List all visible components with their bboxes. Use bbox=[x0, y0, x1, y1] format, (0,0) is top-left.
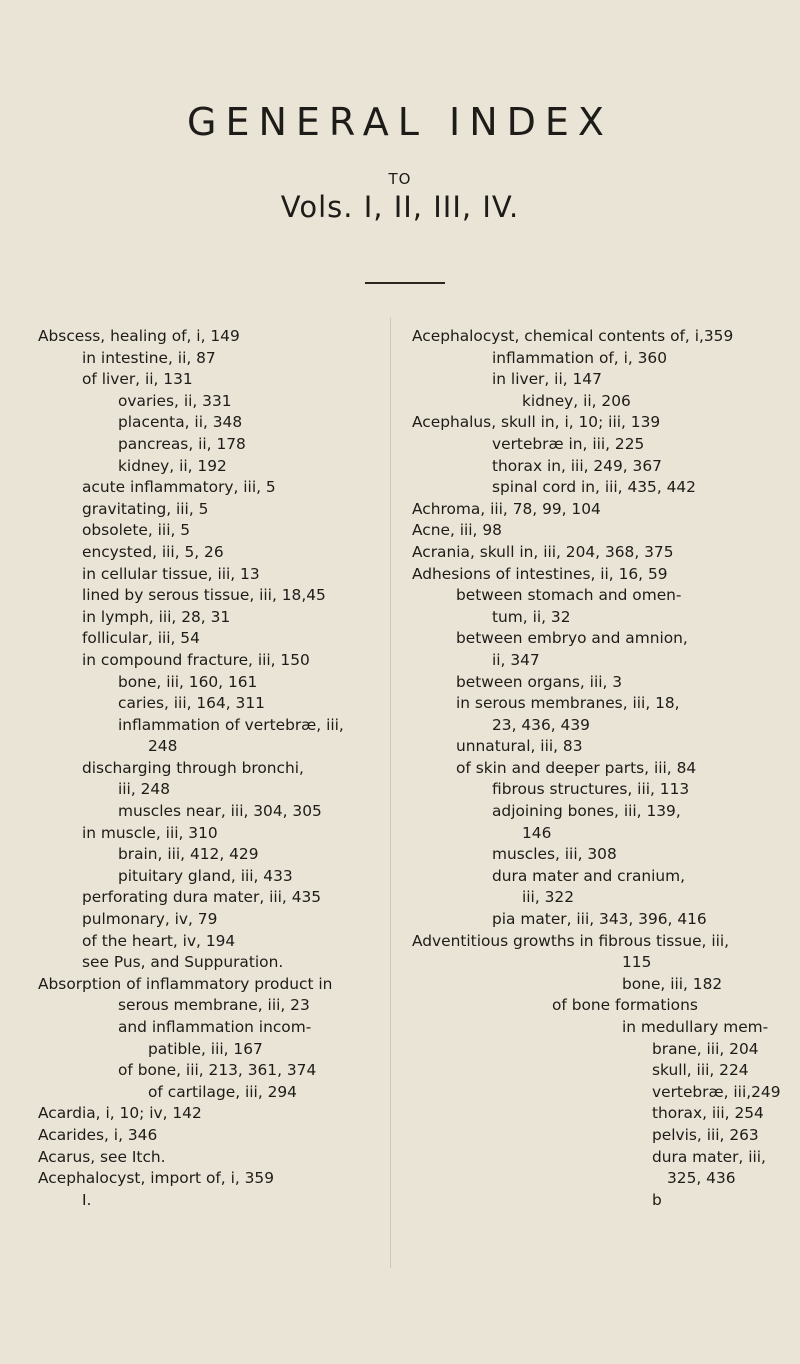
index-entry: 248 bbox=[148, 737, 178, 756]
index-entry: Acephalus, skull in, i, 10; iii, 139 bbox=[412, 413, 661, 432]
index-entry: Achroma, iii, 78, 99, 104 bbox=[412, 499, 601, 518]
index-entry: vertebræ, iii,249 bbox=[652, 1082, 781, 1101]
index-entry: Acephalocyst, import of, i, 359 bbox=[38, 1169, 275, 1188]
index-entry: of bone, iii, 213, 361, 374 bbox=[118, 1061, 317, 1080]
index-entry: Adventitious growths in fibrous tissue, iii, bbox=[412, 931, 730, 950]
volumes-heading: Vols. I, II, III, IV. bbox=[280, 190, 520, 224]
index-entry: Acrania, skull in, iii, 204, 368, 375 bbox=[412, 542, 674, 561]
index-entry: muscles near, iii, 304, 305 bbox=[118, 802, 322, 821]
index-entry: serous membrane, iii, 23 bbox=[118, 996, 310, 1015]
index-entry: in intestine, ii, 87 bbox=[82, 348, 216, 367]
index-entry: ii, 347 bbox=[492, 650, 540, 669]
index-entry: dura mater and cranium, bbox=[492, 866, 686, 885]
index-entry: of liver, ii, 131 bbox=[82, 370, 193, 389]
index-entry: kidney, ii, 206 bbox=[522, 391, 631, 410]
index-entry: 23, 436, 439 bbox=[492, 715, 590, 734]
index-entry: tum, ii, 32 bbox=[492, 607, 571, 626]
index-entry: pancreas, ii, 178 bbox=[118, 434, 246, 453]
index-entry: 325, 436 bbox=[667, 1169, 736, 1188]
index-entry: between organs, iii, 3 bbox=[456, 672, 623, 691]
index-entry: brane, iii, 204 bbox=[652, 1039, 759, 1058]
index-entry: bone, iii, 160, 161 bbox=[118, 672, 258, 691]
index-entry: adjoining bones, iii, 139, bbox=[492, 802, 681, 821]
index-entry: gravitating, iii, 5 bbox=[82, 499, 209, 518]
index-entry: discharging through bronchi, bbox=[82, 758, 304, 777]
index-entry: iii, 248 bbox=[118, 780, 170, 799]
index-entry: and inflammation incom- bbox=[118, 1018, 312, 1036]
index-entry: obsolete, iii, 5 bbox=[82, 521, 191, 540]
index-entry: thorax in, iii, 249, 367 bbox=[492, 456, 662, 475]
index-entry: skull, iii, 224 bbox=[652, 1061, 749, 1080]
index-entry: between embryo and amnion, bbox=[456, 629, 688, 648]
index-entry: in muscle, iii, 310 bbox=[82, 823, 218, 842]
index-entry: in lymph, iii, 28, 31 bbox=[82, 607, 231, 626]
index-entry: spinal cord in, iii, 435, 442 bbox=[492, 478, 696, 497]
index-entry: of the heart, iv, 194 bbox=[82, 931, 236, 950]
index-entry: in compound fracture, iii, 150 bbox=[82, 650, 310, 669]
index-entry: caries, iii, 164, 311 bbox=[118, 694, 265, 713]
subtitle-to: TO bbox=[388, 170, 412, 188]
index-entry: ovaries, ii, 331 bbox=[118, 391, 232, 410]
index-entry: patible, iii, 167 bbox=[148, 1039, 263, 1058]
index-entry: Acephalocyst, chemical contents of, i,359 bbox=[412, 327, 734, 345]
index-entry: in cellular tissue, iii, 13 bbox=[82, 564, 260, 583]
index-entry: in serous membranes, iii, 18, bbox=[456, 694, 680, 713]
index-entry: Acarus, see Itch. bbox=[38, 1147, 166, 1166]
index-entry: between stomach and omen- bbox=[456, 586, 682, 605]
title-rule bbox=[365, 282, 445, 284]
index-entry: see Pus, and Suppuration. bbox=[82, 953, 284, 972]
index-entry: acute inflammatory, iii, 5 bbox=[82, 478, 276, 497]
index-entry: of cartilage, iii, 294 bbox=[148, 1082, 297, 1101]
index-entry: iii, 322 bbox=[522, 888, 574, 907]
index-entry: Acne, iii, 98 bbox=[412, 521, 502, 540]
index-entry: Acardia, i, 10; iv, 142 bbox=[38, 1104, 202, 1123]
index-entry: Abscess, healing of, i, 149 bbox=[38, 327, 240, 345]
index-entry: Adhesions of intestines, ii, 16, 59 bbox=[412, 564, 668, 583]
index-title: GENERAL INDEX bbox=[187, 100, 613, 144]
index-entry: pia mater, iii, 343, 396, 416 bbox=[492, 910, 707, 929]
index-entry: pituitary gland, iii, 433 bbox=[118, 866, 293, 885]
index-entry: kidney, ii, 192 bbox=[118, 456, 227, 475]
index-entry: fibrous structures, iii, 113 bbox=[492, 780, 690, 799]
index-entry: pelvis, iii, 263 bbox=[652, 1125, 759, 1144]
index-entry: 146 bbox=[522, 823, 552, 842]
index-entry: b bbox=[652, 1190, 662, 1209]
index-column-left bbox=[38, 326, 378, 1211]
index-entry: dura mater, iii, bbox=[652, 1147, 766, 1166]
index-entry: follicular, iii, 54 bbox=[82, 629, 200, 648]
index-entry: of bone formations bbox=[552, 996, 698, 1015]
index-entry: of skin and deeper parts, iii, 84 bbox=[456, 758, 697, 777]
index-entry: bone, iii, 182 bbox=[622, 974, 723, 993]
index-entry: pulmonary, iv, 79 bbox=[82, 910, 218, 929]
index-entry: lined by serous tissue, iii, 18,45 bbox=[82, 586, 326, 605]
index-entry: vertebræ in, iii, 225 bbox=[492, 434, 645, 453]
index-entry: unnatural, iii, 83 bbox=[456, 737, 583, 756]
index-entry: I. bbox=[82, 1190, 92, 1209]
index-entry: placenta, ii, 348 bbox=[118, 413, 243, 432]
index-entry: encysted, iii, 5, 26 bbox=[82, 542, 224, 561]
index-entry: in liver, ii, 147 bbox=[492, 370, 602, 389]
index-entry: 115 bbox=[622, 953, 652, 972]
index-entry: Absorption of inflammatory product in bbox=[38, 974, 333, 993]
index-entry: muscles, iii, 308 bbox=[492, 845, 617, 864]
column-divider bbox=[390, 318, 391, 1268]
index-entry: thorax, iii, 254 bbox=[652, 1104, 764, 1123]
index-entry: in medullary mem- bbox=[622, 1018, 769, 1036]
index-entry: inflammation of vertebræ, iii, bbox=[118, 715, 344, 734]
index-entry: brain, iii, 412, 429 bbox=[118, 845, 259, 864]
index-entry: inflammation of, i, 360 bbox=[492, 348, 668, 367]
index-entry: perforating dura mater, iii, 435 bbox=[82, 888, 322, 907]
index-entry: Acarides, i, 346 bbox=[38, 1125, 158, 1144]
index-column-right bbox=[412, 326, 781, 1211]
